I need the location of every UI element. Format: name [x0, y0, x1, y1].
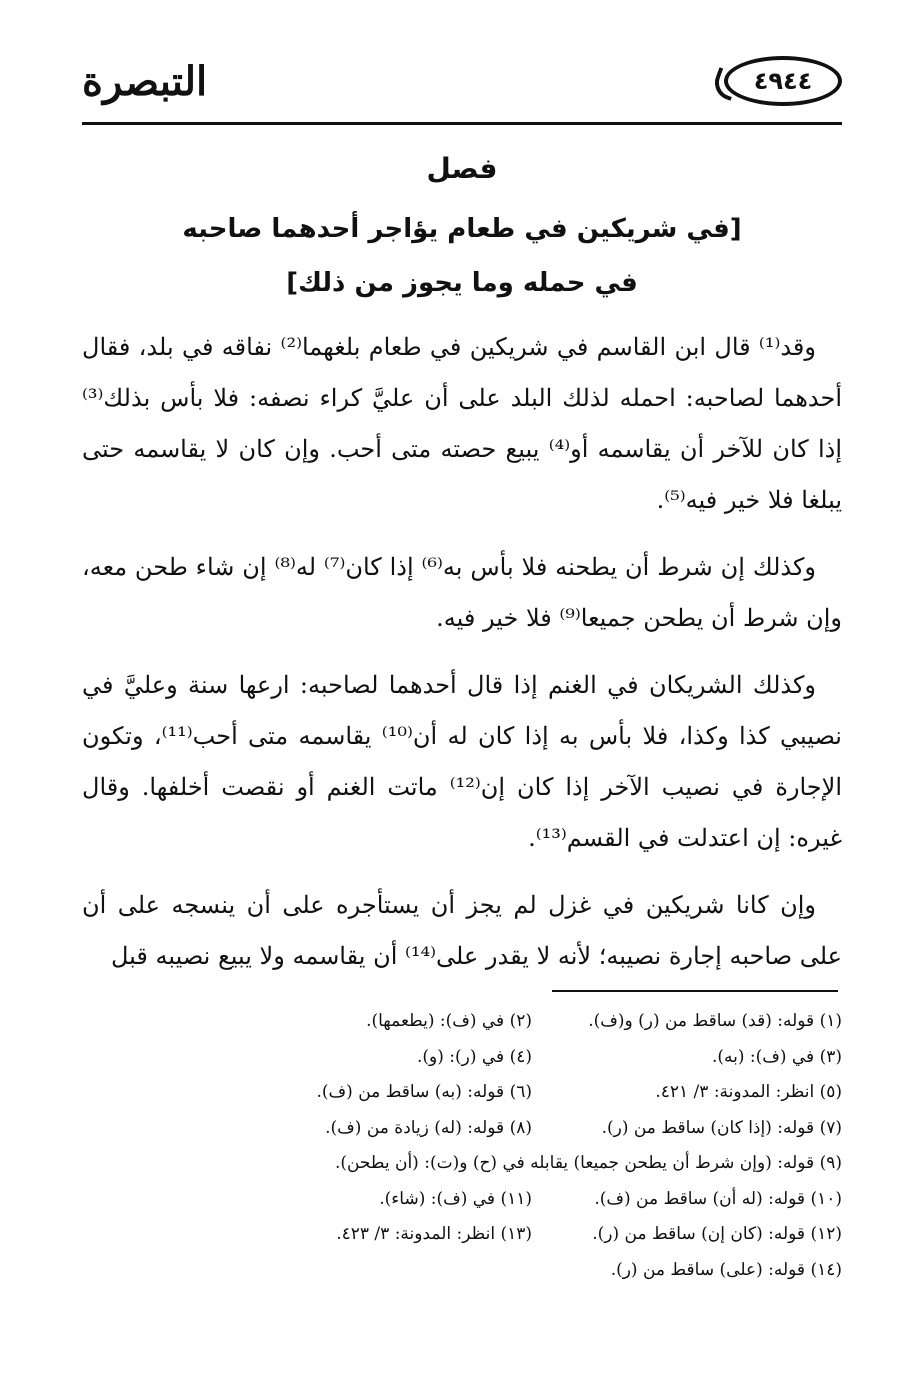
footnote-4: (٤) في (ر): (و). — [416, 1046, 532, 1067]
footnote-1: (١) قوله: (قد) ساقط من (ر) و(ف). — [588, 1011, 842, 1031]
footnote-6: (٦) قوله: (به) ساقط من (ف). — [316, 1082, 532, 1102]
section-subtitle-line-1: [في شريكين في طعام يؤاجر أحدهما صاحبه — [182, 214, 742, 244]
paragraph-1: وقد⁽¹⁾ قال ابن القاسم في شريكين في طعام بلغهما⁽²⁾ نفاقه في بلد، فقال أحدهما لصاحبه: احمله لذلك البلد على أن عليَّ كراء نصفه: فلا بأس بذلك⁽³⁾ إذا كان للآخر أن يقاسمه أو⁽⁴⁾ يبيع حصته متى أحب. وإن كان لا يقاسمه حتى يبلغا فلا خير فيه⁽⁵⁾. — [82, 333, 842, 514]
paragraph-2: وكذلك إن شرط أن يطحنه فلا بأس به⁽⁶⁾ إذا كان⁽⁷⁾ له⁽⁸⁾ إن شاء طحن معه، وإن شرط أن يطحن جميعا⁽⁹⁾ فلا خير فيه. — [82, 553, 842, 632]
footnote-row — [82, 1111, 842, 1147]
header-rule — [82, 122, 842, 125]
footnote-7: (٧) قوله: (إذا كان) ساقط من (ر). — [601, 1117, 842, 1138]
section-subtitle-line-2: في حمله وما يجوز من ذلك] — [286, 268, 638, 298]
paragraph-4: وإن كانا شريكين في غزل لم يجز أن يستأجره على أن ينسجه على أن على صاحبه إجارة نصيبه؛ لأنه لا يقدر على⁽¹⁴⁾ أن يقاسمه ولا يبيع نصيبه قبل — [82, 891, 842, 970]
paragraph-3: وكذلك الشريكان في الغنم إذا قال أحدهما لصاحبه: ارعها سنة وعليَّ في نصيبي كذا وكذا، فلا بأس به إذا كان له أن⁽¹⁰⁾ يقاسمه متى أحب⁽¹¹⁾، وتكون الإجارة في نصيب الآخر إذا كان إن⁽¹²⁾ ماتت الغنم أو نقصت أخلفها. وقال غيره: إن اعتدلت في القسم⁽¹³⁾. — [82, 671, 842, 852]
footnote-10: (١٠) قوله: (له أن) ساقط من (ف). — [594, 1188, 842, 1209]
footnote-row — [82, 1182, 842, 1218]
running-header — [82, 52, 842, 126]
footnote-5: (٥) انظر: المدونة: ٣/ ٤٢١. — [655, 1082, 842, 1102]
footnote-11: (١١) في (ف): (شاء). — [379, 1188, 532, 1209]
footnote-9: (٩) قوله: (وإن شرط أن يطحن جميعا) يقابله في (ح) و(ت): (أن يطحن). — [334, 1153, 842, 1173]
book-title: التبصرة — [82, 58, 208, 105]
footnote-13: (١٣) انظر: المدونة: ٣/ ٤٢٣. — [336, 1224, 532, 1244]
footnote-separator — [552, 990, 838, 992]
section-heading: فصل — [426, 152, 498, 185]
footnote-2: (٢) في (ف): (يطعمها). — [366, 1011, 532, 1031]
footnotes — [82, 1004, 842, 1288]
footnote-12: (١٢) قوله: (كان إن) ساقط من (ر). — [592, 1224, 842, 1244]
footnote-row — [82, 1217, 842, 1253]
page-number: ٤٩٤٤ — [753, 67, 813, 95]
main-text — [82, 322, 842, 998]
footnote-row — [82, 1075, 842, 1111]
footnote-14: (١٤) قوله: (على) ساقط من (ر). — [610, 1259, 842, 1280]
footnote-row — [82, 1040, 842, 1076]
footnote-8: (٨) قوله: (له) زيادة من (ف). — [325, 1117, 532, 1138]
footnote-3: (٣) في (ف): (به). — [711, 1046, 842, 1067]
footnote-row — [82, 1004, 842, 1040]
page-number-badge — [724, 56, 842, 106]
